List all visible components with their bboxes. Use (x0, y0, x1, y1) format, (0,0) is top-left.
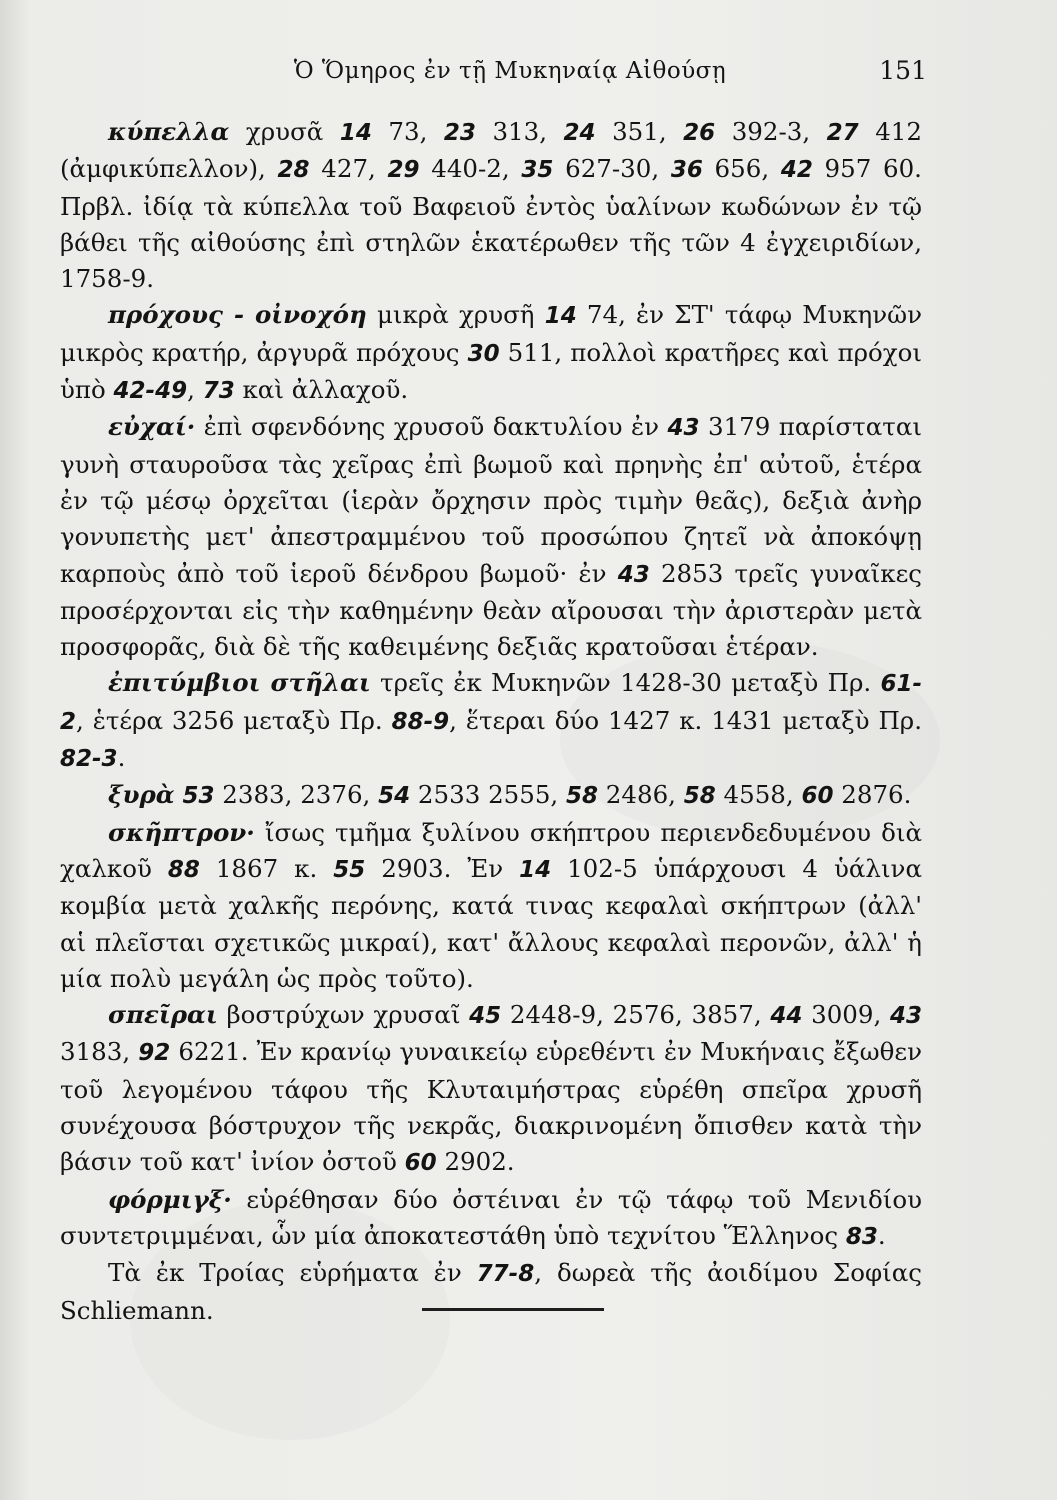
plate-number: 88 (167, 856, 200, 883)
plate-number: 43 (667, 415, 700, 442)
plate-number: 36 (670, 157, 703, 184)
end-rule (422, 1308, 604, 1311)
entry-text: 2383, 2376, (214, 780, 379, 810)
plate-number: 14 (519, 856, 552, 883)
entry-text: 4558, (715, 780, 802, 810)
index-entry (60, 409, 922, 665)
running-title: Ὁ Ὅμηρος ἐν τῇ Μυκηναίᾳ Αἰθούσῃ (293, 58, 727, 84)
index-entry (60, 297, 922, 409)
plate-number: 53 (182, 783, 215, 810)
plate-number: 29 (387, 157, 420, 184)
entry-text: ἴσως τμῆμα ξυλίνου σκήπτρου περιενδεδυμένου διὰ χαλκοῦ (60, 817, 922, 883)
plate-number: 35 (521, 157, 554, 184)
entry-text: 313, (475, 117, 564, 146)
entry-text: 392-3, (715, 117, 827, 146)
entry-text: 73, (371, 117, 444, 146)
index-entry (60, 114, 922, 297)
entry-keyword: φόρμιγξ· (108, 1184, 232, 1214)
plate-number: 45 (469, 1003, 502, 1030)
index-entry (60, 815, 922, 997)
index-entry (60, 1182, 922, 1256)
entry-text: Τὰ ἐκ Τροίας εὑρήματα ἐν (108, 1258, 477, 1288)
entry-text: 3179 παρίσταται γυνὴ σταυροῦσα τὰς χεῖρας ἐπὶ βωμοῦ καὶ πρηνὴς ἐπ' αὐτοῦ, ἑτέρα ἐν τῷ μέσῳ ὀρχεῖται (ἱερὰν ὄρχησιν πρὸς τιμὴν θεᾶς), δεξιὰ ἀνὴρ γονυπετὴς μετ' ἀπεστραμμένου τοῦ προσώπου ζητεῖ νὰ ἀποκόψῃ καρποὺς ἀπὸ τοῦ ἱεροῦ δένδρου βωμοῦ· ἐν (60, 412, 922, 588)
plate-number: 26 (683, 120, 716, 146)
entry-text: βοστρύχων χρυσαῖ (217, 1000, 470, 1030)
plate-number: 54 (378, 783, 411, 810)
entry-keyword: σπεῖραι (108, 1000, 218, 1030)
entry-text: 412 (ἀμφικύπελλον), (60, 117, 922, 184)
entry-text: 440-2, (419, 154, 522, 184)
index-entry (60, 997, 922, 1181)
entry-text: τρεῖς ἐκ Μυκηνῶν 1428-30 μεταξὺ Πρ. (370, 668, 881, 698)
entry-text: καὶ ἀλλαχοῦ. (234, 375, 409, 405)
entry-text: 1867 κ. (199, 853, 334, 883)
plate-number: 73 (202, 378, 235, 405)
entry-text: 627-30, (553, 154, 671, 184)
page-number: 151 (879, 56, 927, 85)
entry-text: 2876. (833, 780, 912, 810)
entry-text: 102-5 ὑπάρχουσι 4 ὑάλινα κομβία μετὰ χαλκῆς περόνης, κατά τινας κεφαλαὶ σκήπτρων (ἀλλ' αἱ πλεῖσται σχετικῶς μικραί), κατ' ἄλλους κεφαλαὶ περονῶν, ἀλλ' ἡ μία πολὺ μεγάλη ὡς πρὸς τοῦτο). (60, 853, 922, 993)
entry-text: , δωρεὰ τῆς ἀοιδίμου Σοφίας Schliemann. (60, 1258, 923, 1325)
plate-number: 58 (683, 783, 716, 810)
plate-number: 42 (780, 157, 813, 184)
running-header (60, 58, 997, 94)
entry-keyword: κύπελλα (108, 117, 230, 146)
plate-number: 88-9 (391, 708, 450, 735)
plate-number: 24 (563, 120, 596, 146)
index-entry (60, 777, 922, 814)
entry-text: , (187, 375, 203, 405)
entry-text: 2902. (436, 1147, 515, 1177)
plate-number: 82-3 (60, 746, 118, 773)
entry-text: 656, (702, 154, 781, 184)
plate-number: 77-8 (476, 1261, 535, 1288)
plate-number: 42-49 (113, 378, 188, 405)
entry-keyword: εὐχαί· (108, 412, 196, 442)
entry-text: 511, πολλοὶ κρατῆρες καὶ πρόχοι ὑπὸ (60, 337, 922, 405)
entry-keyword: ξυρὰ (108, 780, 175, 810)
entry-keyword: πρόχους - οἰνοχόη (108, 300, 367, 330)
entry-text: . (877, 1220, 886, 1250)
entry-text: 2903. Ἐν (365, 853, 520, 883)
plate-number: 27 (826, 120, 859, 146)
plate-number: 83 (845, 1223, 878, 1250)
plate-number: 58 (566, 783, 599, 810)
plate-number: 14 (339, 120, 372, 146)
entry-text: 2486, (598, 780, 684, 810)
plate-number: 55 (333, 856, 366, 883)
entry-text: 3183, (60, 1037, 139, 1067)
entry-text: 2533 2555, (410, 780, 566, 810)
entry-text: 3009, (802, 1000, 890, 1030)
plate-number: 44 (770, 1003, 803, 1030)
plate-number: 30 (467, 340, 500, 367)
plate-number: 92 (138, 1040, 171, 1067)
entry-keyword: σκῆπτρον· (108, 817, 255, 847)
entry-text: 427, (309, 154, 388, 184)
plate-number: 28 (277, 157, 310, 184)
entry-text: 74, ἐν ΣΤ' τάφῳ Μυκηνῶν μικρὸς κρατήρ, ἀργυρᾶ πρόχους (60, 300, 923, 367)
plate-number: 60 (801, 783, 834, 810)
entry-text: εὑρέθησαν δύο ὀστέιναι ἐν τῷ τάφῳ τοῦ Μενιδίου συντετριμμέναι, ὧν μία ἀποκατεστάθη ὑπὸ τεχνίτου Ἕλληνος (60, 1184, 922, 1250)
index-text (60, 114, 922, 1329)
plate-number: 43 (617, 561, 650, 588)
index-entry (60, 1255, 922, 1329)
entry-text: ἐπὶ σφενδόνης χρυσοῦ δακτυλίου ἐν (195, 412, 668, 442)
plate-number: 43 (890, 1003, 923, 1030)
index-entry (60, 665, 922, 777)
entry-text: μικρὰ χρυσῆ (366, 300, 545, 330)
entry-text: 6221. Ἐν κρανίῳ γυναικείῳ εὑρεθέντι ἐν Μυκήναις ἔξωθεν τοῦ λεγομένου τάφου τῆς Κλυταιμήστρας εὑρέθη σπεῖρα χρυσῆ συνέχουσα βόστρυχον τῆς νεκρᾶς, διακρινομένη ὄπισθεν κατὰ τὴν βάσιν τοῦ κατ' ἰνίον ὀστοῦ (60, 1037, 922, 1177)
plate-number: 61-2 (60, 671, 923, 735)
entry-text: . (117, 743, 126, 773)
entry-text: , ἑτέρα 3256 μεταξὺ Πρ. (76, 705, 392, 735)
plate-number: 60 (404, 1150, 437, 1177)
entry-text: 2853 τρεῖς γυναῖκες προσέρχονται εἰς τὴν καθημένην θεὰν αἴρουσαι τὴν ἀριστερὰν μετὰ προσφορᾶς, διὰ δὲ τῆς καθειμένης δεξιᾶς κρατοῦσαι ἑτέραν. (60, 558, 923, 662)
entry-text: , ἕτεραι δύο 1427 κ. 1431 μεταξὺ Πρ. (449, 705, 922, 735)
plate-number: 23 (443, 120, 476, 146)
entry-text: χρυσᾶ (229, 117, 340, 146)
entry-text: 351, (595, 117, 684, 146)
entry-keyword: ἐπιτύμβιοι στῆλαι (108, 668, 371, 698)
entry-text: 957 60. Πρβλ. ἰδίᾳ τὰ κύπελλα τοῦ Βαφειοῦ ἐντὸς ὑαλίνων κωδώνων ἐν τῷ βάθει τῆς αἰθούσης ἐπὶ στηλῶν ἑκατέρωθεν τῆς τῶν 4 ἐγχειριδίων, 1758-9. (60, 154, 922, 294)
entry-text: 2448-9, 2576, 3857, (501, 1000, 771, 1030)
plate-number: 14 (544, 303, 577, 330)
